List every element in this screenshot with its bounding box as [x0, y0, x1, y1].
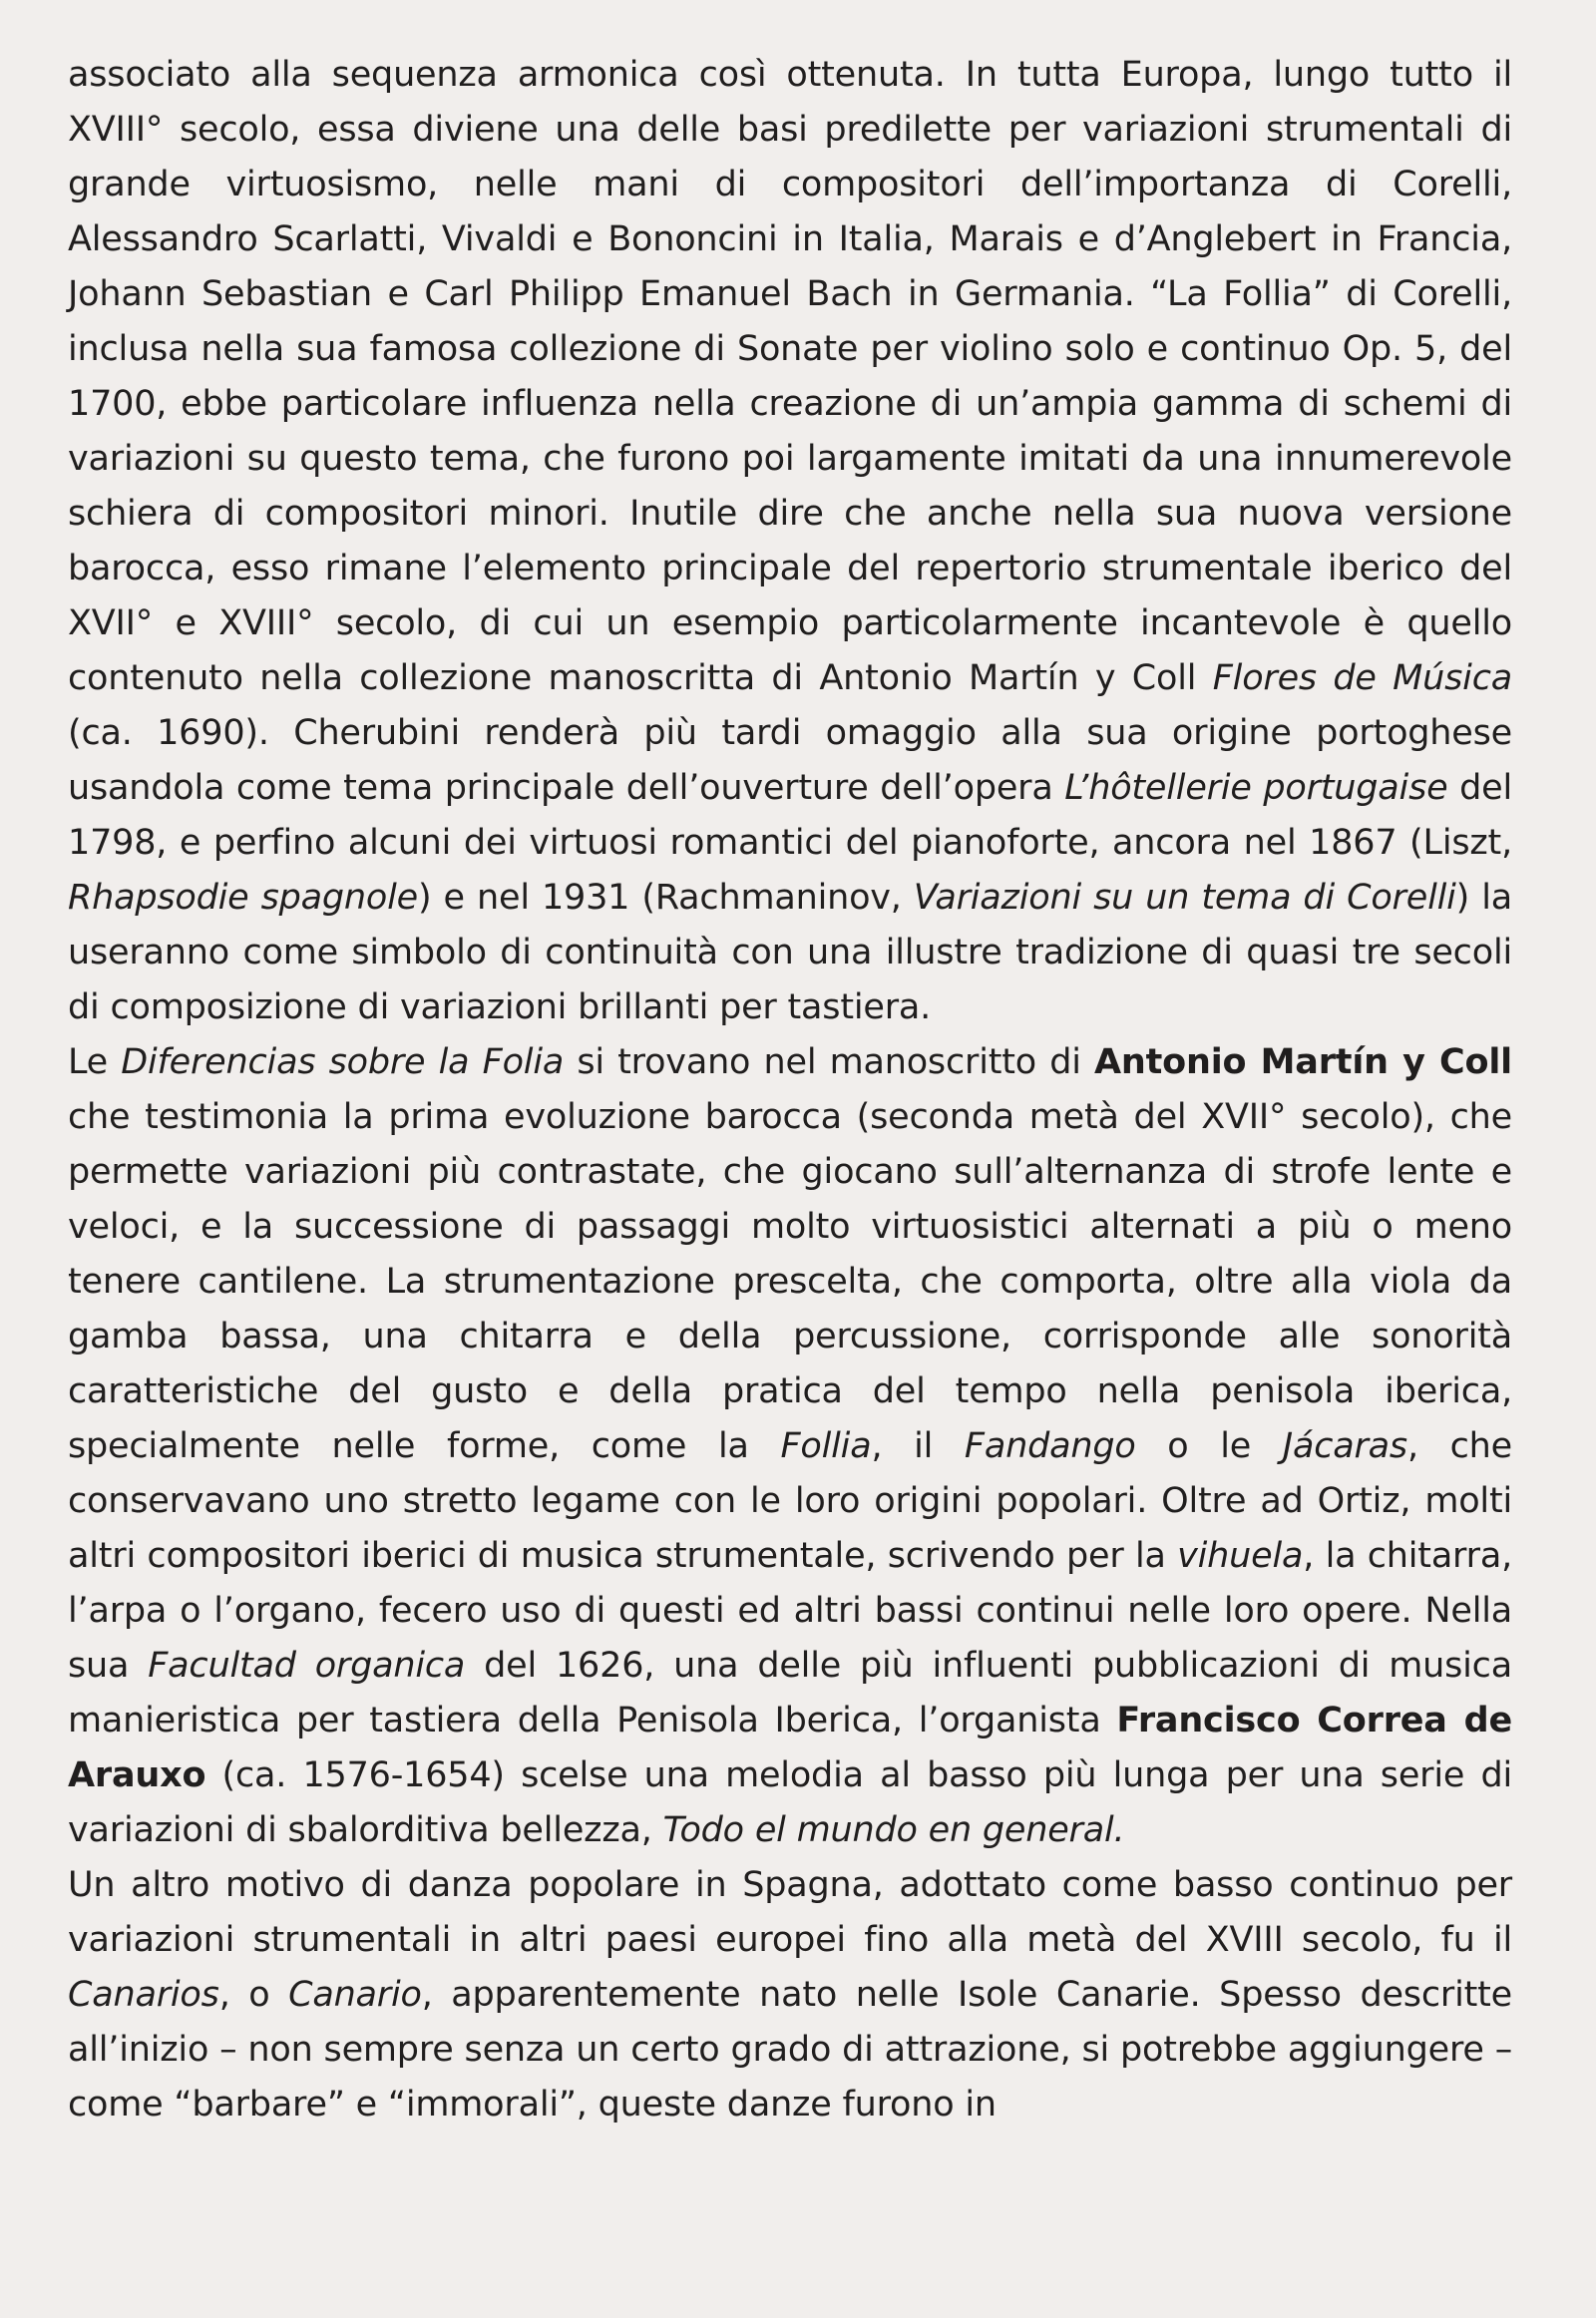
composer-name: Francisco Correa de Arauxo — [68, 1701, 1512, 1795]
instrument-name: vihuela — [1177, 1536, 1304, 1576]
text-run: , la chitarra, l’arpa o l’organo, fecero uso di questi ed altri bassi continui nelle loro opere. Nella sua — [68, 1536, 1512, 1686]
text-run: (ca. 1576-1654) scelse una melodia al basso più lunga per una serie di variazioni di sbalorditiva bellezza, — [68, 1755, 1512, 1850]
work-title: L’hôtellerie portugaise — [1064, 768, 1448, 808]
text-run: , o — [218, 1975, 289, 2015]
text-run: Le — [68, 1042, 122, 1082]
text-run: , che conservavano uno stretto legame con le loro origini popolari. Oltre ad Ortiz, molti altri compositori iberici di musica strumentale, scrivendo per la — [68, 1426, 1512, 1576]
paragraph-canarios — [68, 1858, 1512, 2132]
composer-name: Antonio Martín y Coll — [1094, 1042, 1512, 1082]
dance-name: Canario — [288, 1975, 422, 2015]
text-run: ) la useranno come simbolo di continuità con una illustre tradizione di quasi tre secoli di composizione di variazioni brillanti per tastiera. — [68, 878, 1512, 1027]
dance-name: Canarios — [68, 1975, 219, 2015]
work-title: Rhapsodie spagnole — [68, 878, 418, 918]
text-run: (ca. 1690). Cherubini renderà più tardi omaggio alla sua origine portoghese usandola come tema principale dell’ouverture dell’opera — [68, 713, 1512, 808]
work-title: Todo el mundo en general. — [662, 1810, 1125, 1850]
text-run: ) e nel 1931 (Rachmaninov, — [417, 878, 914, 918]
work-title: Diferencias sobre la Folia — [121, 1042, 565, 1082]
text-run: Un altro motivo di danza popolare in Spagna, adottato come basso continuo per variazioni strumentali in altri paesi europei fino alla metà del XVIII secolo, fu il — [68, 1865, 1512, 1960]
text-run: del 1798, e perfino alcuni dei virtuosi romantici del pianoforte, ancora nel 1867 (Liszt, — [68, 768, 1512, 863]
dance-name: Fandango — [964, 1426, 1136, 1466]
dance-name: Jácaras — [1282, 1426, 1407, 1466]
text-run: , il — [871, 1426, 965, 1466]
body-text — [68, 48, 1512, 2132]
paragraph-folia-history — [68, 48, 1512, 1035]
text-run: associato alla sequenza armonica così ottenuta. In tutta Europa, lungo tutto il XVIII° secolo, essa diviene una delle basi predilette per variazioni strumentali di grande virtuosismo, nelle mani di compositori dell’importanza di Corelli, Alessandro Scarlatti, Vivaldi e Bononcini in Italia, Marais e d’Anglebert in Francia, Johann Sebastian e Carl Philipp Emanuel Bach in Germania. “La Follia” di Corelli, inclusa nella sua famosa collezione di Sonate per violino solo e continuo Op. 5, del 1700, ebbe particolare influenza nella creazione di un’ampia gamma di schemi di variazioni su questo tema, che furono poi largamente imitati da una innumerevole schiera di compositori minori. Inutile dire che anche nella sua nuova versione barocca, esso rimane l’elemento principale del repertorio strumentale iberico del XVII° e XVIII° secolo, di cui un esempio particolarmente incantevole è quello contenuto nella collezione manoscritta di Antonio Martín y Coll — [68, 55, 1512, 698]
paragraph-diferencias — [68, 1035, 1512, 1858]
text-run: si trovano nel manoscritto di — [564, 1042, 1095, 1082]
text-run: o le — [1135, 1426, 1283, 1466]
work-title: Facultad organica — [148, 1646, 466, 1686]
text-run: del 1626, una delle più influenti pubblicazioni di musica manieristica per tastiera della Penisola Iberica, l’organista — [68, 1646, 1512, 1740]
text-run: che testimonia la prima evoluzione barocca (seconda metà del XVII° secolo), che permette variazioni più contrastate, che giocano sull’alternanza di strofe lente e veloci, e la successione di passaggi molto virtuosistici alternati a più o meno tenere cantilene. La strumentazione prescelta, che comporta, oltre alla viola da gamba bassa, una chitarra e della percussione, corrisponde alle sonorità caratteristiche del gusto e della pratica del tempo nella penisola iberica, specialmente nelle forme, come la — [68, 1097, 1512, 1466]
text-run: , apparentemente nato nelle Isole Canarie. Spesso descritte all’inizio – non sempre senza un certo grado di attrazione, si potrebbe aggiungere – come “barbare” e “immorali”, queste danze furono in — [68, 1975, 1512, 2125]
dance-name: Follia — [780, 1426, 872, 1466]
work-title: Flores de Música — [1212, 658, 1512, 698]
work-title: Variazioni su un tema di Corelli — [913, 878, 1456, 918]
